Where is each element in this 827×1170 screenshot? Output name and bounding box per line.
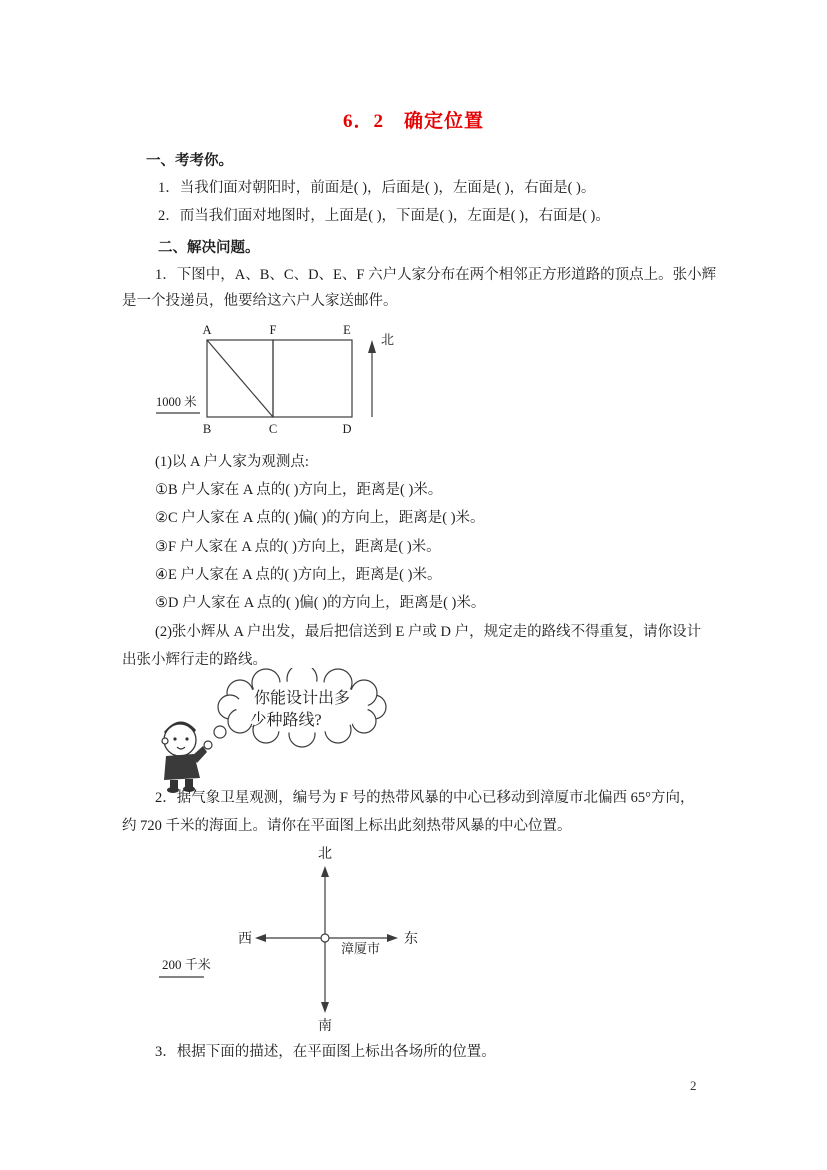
- right-square: [273, 340, 352, 417]
- bubble-text-line1: 你能设计出多: [253, 690, 351, 707]
- compass-scale-label: 200 千米: [162, 957, 211, 972]
- diagram-label-b: B: [202, 422, 212, 436]
- sub1-item-2: ②C 户人家在 A 点的( )偏( )的方向上，距离是( )米。: [155, 510, 485, 526]
- compass-north-label: 北: [318, 847, 332, 862]
- compass-east-arrow-icon: [387, 934, 398, 942]
- sub2-line1: (2)张小辉从 A 户出发，最后把信送到 E 户或 D 户，规定走的路线不得重复，请你设计: [155, 624, 702, 640]
- sub1-item-5: ⑤D 户人家在 A 点的( )偏( )的方向上，距离是( )米。: [155, 595, 486, 611]
- thought-cloud: [218, 668, 386, 747]
- problem3-text: 3．根据下面的描述，在平面图上标出各场所的位置。: [155, 1044, 496, 1060]
- compass-north-arrow-icon: [321, 866, 329, 877]
- section1-item-2: 2．而当我们面对地图时，上面是( )，下面是( )，左面是( )，右面是( )。: [158, 208, 610, 224]
- boy-character: [162, 721, 207, 793]
- problem1-line1: 1．下图中，A、B、C、D、E、F 六户人家分布在两个相邻正方形道路的顶点上。张小辉: [155, 267, 717, 283]
- sub2-line2: 出张小辉行走的路线。: [122, 652, 267, 668]
- section2-heading: 二、解决问题。: [158, 240, 260, 256]
- boy-eye-left: [173, 737, 176, 740]
- compass-city-label: 漳厦市: [341, 941, 381, 956]
- boy-head: [164, 724, 196, 756]
- diagram-label-a: A: [202, 323, 212, 337]
- diagram-scale-label: 1000 米: [156, 395, 197, 409]
- sub1-heading: (1)以 A 户人家为观测点:: [155, 454, 309, 470]
- diagram-label-e: E: [343, 323, 351, 337]
- page-title: 6．2 确定位置: [342, 111, 484, 132]
- sub1-item-4: ④E 户人家在 A 点的( )方向上，距离是( )米。: [155, 567, 442, 583]
- squares-diagram: [150, 318, 435, 440]
- diagram-north-label: 北: [381, 332, 395, 347]
- section1-item-1: 1．当我们面对朝阳时，前面是( )，后面是( )，左面是( )，右面是( )。: [158, 180, 596, 196]
- sub1-item-3: ③F 户人家在 A 点的( )方向上，距离是( )米。: [155, 539, 441, 555]
- compass-west-arrow-icon: [255, 934, 266, 942]
- problem1-line2: 是一个投递员，他要给这六户人家送邮件。: [122, 293, 398, 309]
- thought-tail-bubble-large: [214, 726, 226, 738]
- boy-ear: [162, 738, 168, 744]
- diagram-label-c: C: [268, 422, 278, 436]
- page-number: 2: [690, 1078, 697, 1093]
- compass-diagram: [140, 840, 440, 1038]
- problem2-line1: 2．据气象卫星观测，编号为 F 号的热带风暴的中心已移动到漳厦市北偏西 65°方向，: [155, 790, 695, 806]
- north-arrow-head-icon: [368, 340, 376, 353]
- diagram-label-f: F: [269, 323, 277, 337]
- thought-tail-bubble-small: [204, 741, 212, 749]
- compass-center-marker: [321, 934, 329, 942]
- compass-east-label: 东: [404, 932, 418, 947]
- boy-eye-right: [185, 737, 188, 740]
- cartoon-figure: [148, 668, 428, 796]
- section1-heading: 一、考考你。: [146, 153, 233, 169]
- compass-west-label: 西: [238, 932, 252, 947]
- compass-south-arrow-icon: [321, 1002, 329, 1013]
- diagonal-a-to-c: [207, 340, 273, 417]
- sub1-item-1: ①B 户人家在 A 点的( )方向上，距离是( )米。: [155, 482, 443, 498]
- compass-south-label: 南: [318, 1019, 332, 1034]
- bubble-text-line2: 少种路线?: [250, 712, 322, 729]
- diagram-label-d: D: [342, 422, 352, 436]
- problem2-line2: 约 720 千米的海面上。请你在平面图上标出此刻热带风暴的中心位置。: [122, 818, 572, 834]
